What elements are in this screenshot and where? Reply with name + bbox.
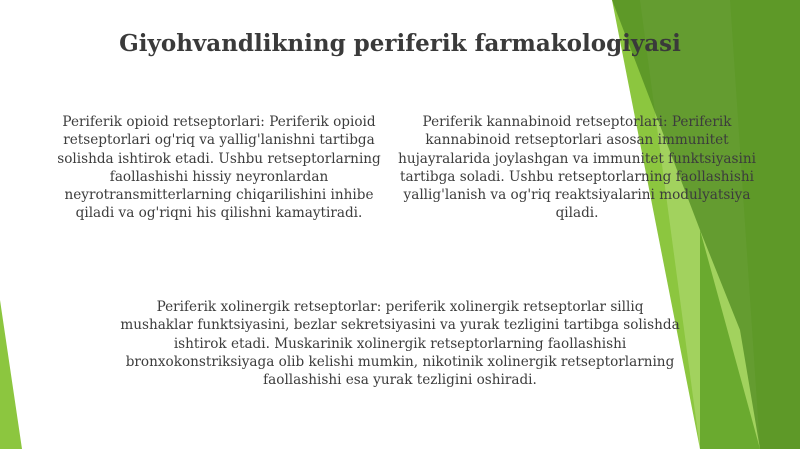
paragraph-cholinergic-receptors: Periferik xolinergik retseptorlar: periferik xolinergik retseptorlar silliq mushaklar funktsiyasini, bezlar sekretsiyasini va yurak tezligini tartibga solishda ishtirok etadi. Muskarinik xolinergik retseptorlarning faollashishi bronxokonstriksiyaga olib kelishi mumkin, nikotinik xolinergik retseptorlarning faollashishi esa yurak tezligini oshiradi. [120,299,680,389]
paragraph-opioid-receptors: Periferik opioid retseptorlari: Periferik opioid retseptorlari og'riq va yallig'lanishni tartibga solishda ishtirok etadi. Ushbu retseptorlarning faollashishi hissiy neyronlardan neyrotransmitterlarning chiqarilishini inhibe qiladi va og'riqni his qilishni kamaytiradi. [57,114,381,222]
paragraph-cannabinoid-receptors: Periferik kannabinoid retseptorlari: Periferik kannabinoid retseptorlari asosan immunitet hujayralarida joylashgan va immunitet funktsiyasini tartibga soladi. Ushbu retseptorlarning faollashishi yallig'lanish va og'riq reaktsiyalarini modulyatsiya qiladi. [398,114,756,222]
slide-title: Giyohvandlikning periferik farmakologiyasi [119,30,681,57]
left-bottom-shard [0,300,22,449]
